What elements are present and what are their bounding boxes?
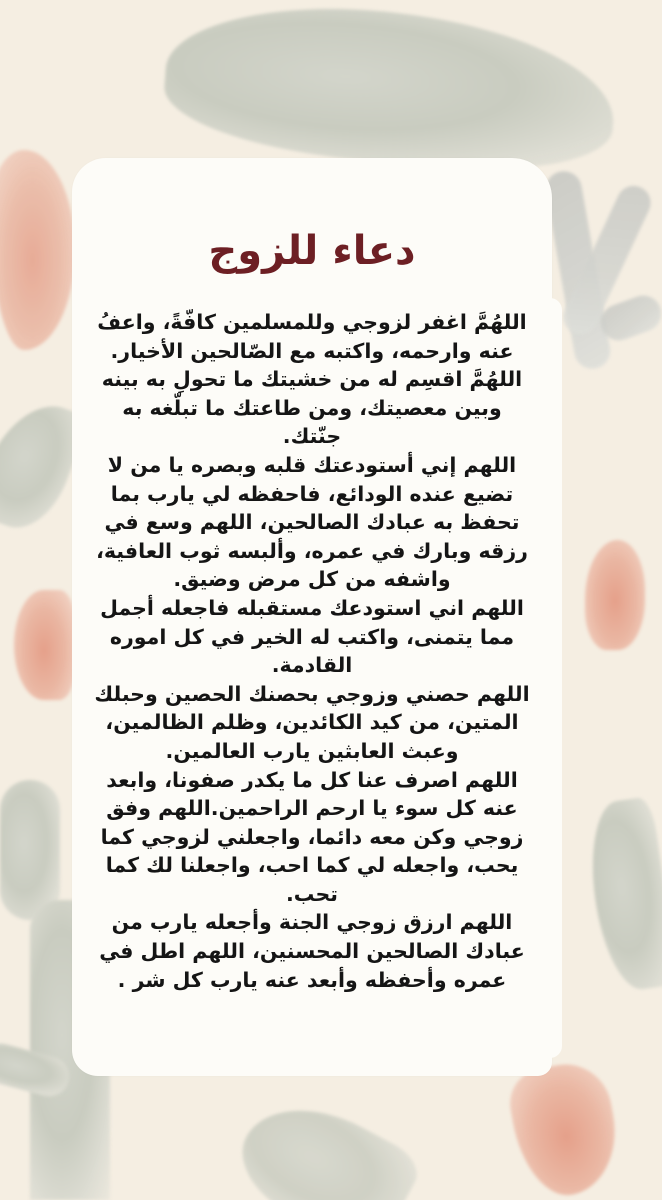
card-edge xyxy=(538,298,562,1058)
dua-paragraph: اللهم اني استودعك مستقبله فاجعله أجمل مما يتمنى، واكتب له الخير في كل اموره القادمة. xyxy=(100,595,524,678)
dua-paragraph: اللهُمَّ اقسِم له من خشيتك ما تحولِ به بينه وبين معصيتك، ومن طاعتك ما تبلّغه به جنّتك. xyxy=(101,367,523,449)
peach-petal-left-low-icon xyxy=(14,590,74,700)
peach-petal-bottom-right-icon xyxy=(504,1057,625,1200)
dua-card xyxy=(72,158,552,1076)
peach-petal-right-icon xyxy=(585,540,645,650)
sage-branch-left-bottom-icon xyxy=(0,780,60,920)
dua-paragraph: اللهم حصني وزوجي بحصنك الحصين وحبلك المتين، من كيد الكائدين، وظلم الظالمين، وعبث العابثين يارب العالمين. xyxy=(94,681,530,763)
sage-leaf-bottom-center-icon xyxy=(224,1082,426,1200)
dua-paragraph: اللهم ارزق زوجي الجنة وأجعله يارب من عبادك الصالحين المحسنين، اللهم اطل في عمره وأحفظه وأبعد عنه يارب كل شر . xyxy=(99,910,525,992)
dua-paragraph: اللهم إني أستودعتك قلبه وبصره يا من لا تضيع عنده الودائع، فاحفظه لي يارب بما تحفظ به عبادك الصالحين، اللهم وسع في رزقه وبارك في عمره، وألبسه ثوب العافية، واشفه من كل مرض وضيق. xyxy=(96,452,528,592)
sage-leaf-right-bottom-icon xyxy=(582,796,662,994)
peach-petal-left-top-icon xyxy=(0,150,75,350)
card-title: دعاء للزوج xyxy=(208,228,416,274)
dua-text xyxy=(94,308,530,994)
sage-leaf-top-icon xyxy=(160,0,619,178)
dua-paragraph: اللهم اصرف عنا كل ما يكدر صفونا، وابعد عنه كل سوء يا ارحم الراحمين.اللهم وفق زوجي وكن معه دائما، واجعلني لزوجي كما يحب، واجعله لي كما احب، واجعلنا لك كما تحب. xyxy=(100,767,524,906)
dua-paragraph: اللهُمَّ اغفر لزوجي وللمسلمين كافّةً، واعفُ عنه وارحمه، واكتبه مع الصّالحين الأخيار. xyxy=(97,310,527,363)
